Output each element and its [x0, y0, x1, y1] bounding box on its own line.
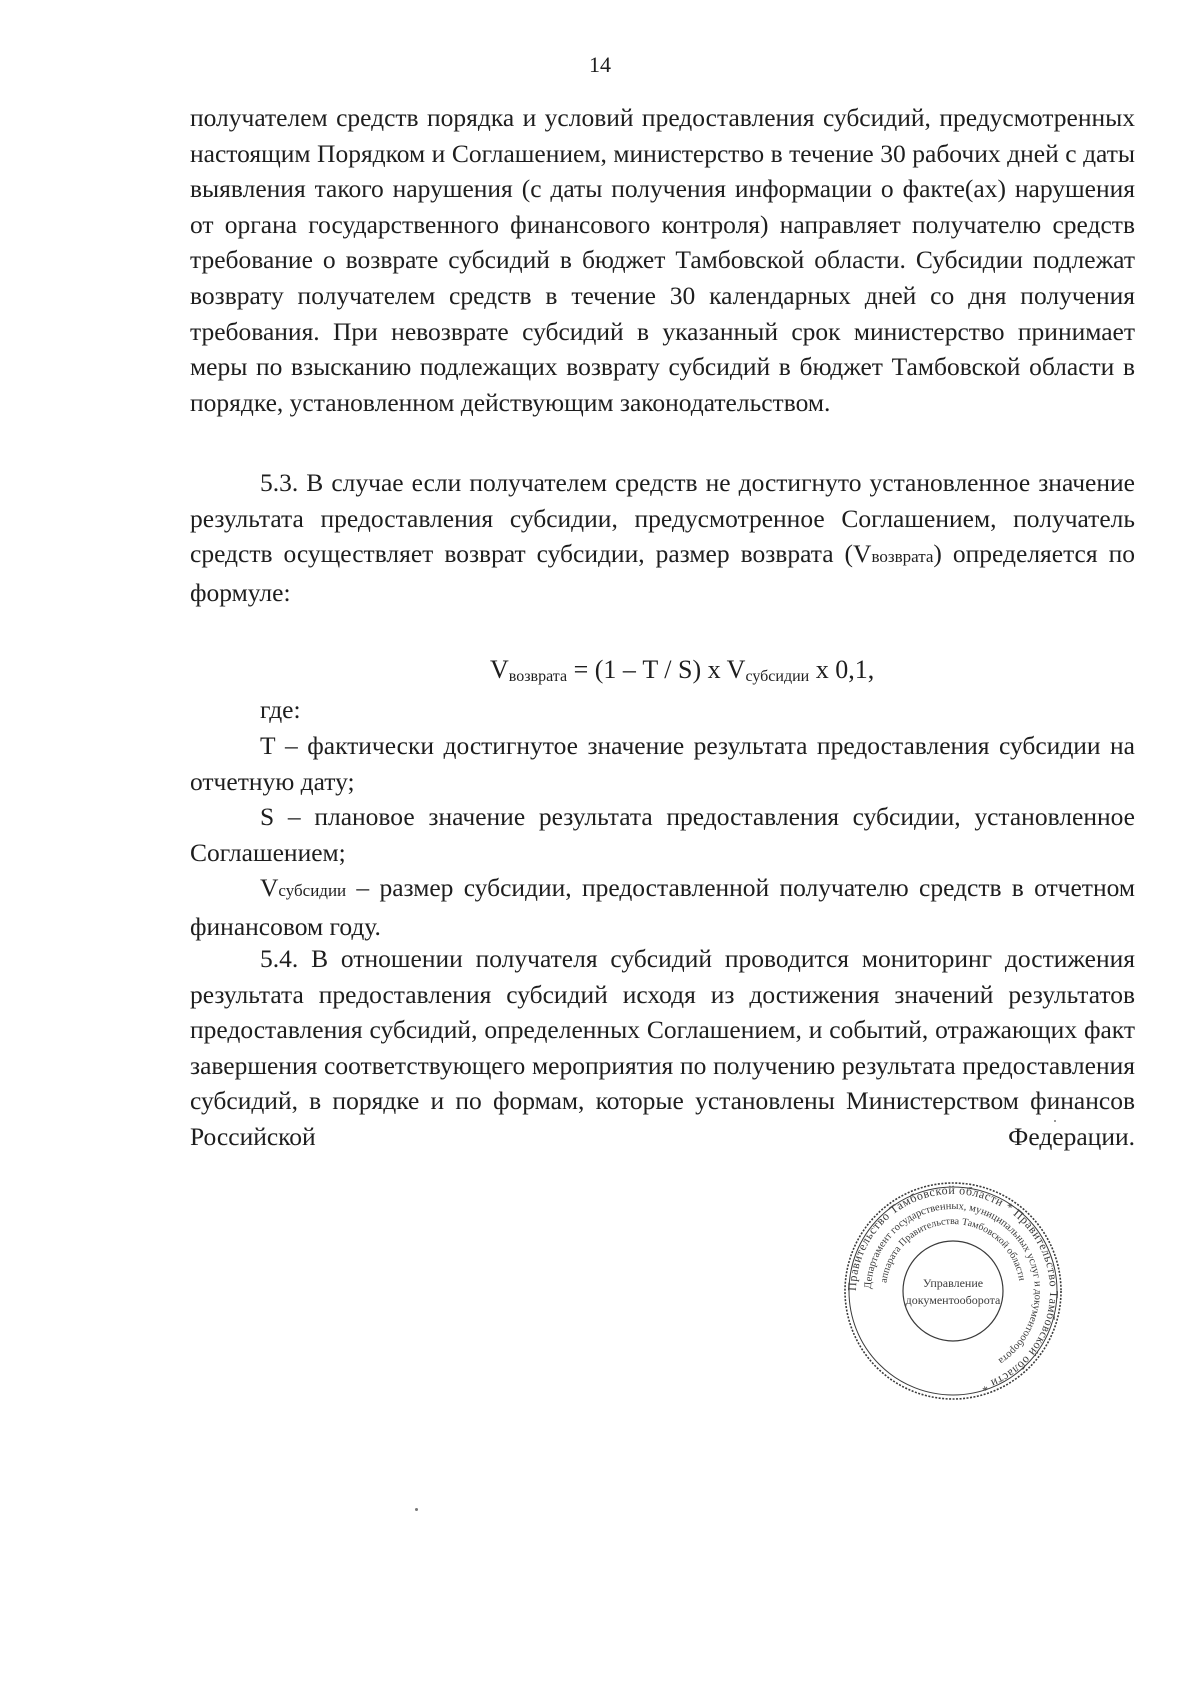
page-number: 14 [589, 52, 611, 77]
document-stamp [842, 1180, 1064, 1402]
stamp-inner-text: аппарата Правительства Тамбовской области [878, 1215, 1028, 1284]
paragraph-5-3-before: 5.3. В случае если получателем средств не достигнуто установленное значение результата предоставления субсидии, предусмотренное Соглашением, получатель средств осуществляет возврат субсидии, размер возврата (V [190, 468, 1135, 569]
definition-v-rest: – размер субсидии, предоставленной получателю средств в отчетном финансовом году. [190, 873, 1135, 941]
formula-vs-subscript: субсидии [745, 668, 810, 685]
definition-v-subscript: субсидии [278, 881, 347, 900]
formula [490, 655, 874, 686]
paragraph-5-3-subscript: возврата [871, 547, 934, 567]
stamp-middle-text: Департамент государственных, муниципальных услуг и документооборота [862, 1200, 1044, 1367]
stamp-inner-ring [903, 1241, 1003, 1341]
definition-v [190, 870, 1135, 944]
formula-v-subscript: возврата [508, 668, 568, 685]
paragraph-5-4: 5.4. В отношении получателя субсидий проводится мониторинг достижения результата предоставления субсидий исходя из достижения значений результатов предоставления субсидий, определенных Соглашением, и событий, отражающих факт завершения соответствующего мероприятия по получению результата предоставления субсидий, в порядке и по формам, которые установлены Министерством финансов Российской Федерации. [190, 944, 1135, 1151]
formula-v: V [490, 655, 509, 684]
scan-speck [1054, 1120, 1056, 1122]
stamp-outer-text: Правительство Тамбовской области * Правительство Тамбовской области * [844, 1182, 1062, 1395]
paragraph-5-3 [190, 465, 1135, 610]
definition-s: S – плановое значение результата предоставления субсидии, установленное Соглашением; [190, 802, 1135, 867]
definition-t: Т – фактически достигнутое значение результата предоставления субсидии на отчетную дату; [190, 731, 1135, 796]
paragraph-5-2-tail: получателем средств порядка и условий предоставления субсидий, предусмотренных настоящим Порядком и Соглашением, министерство в течение 30 рабочих дней с даты выявления такого нарушения (с даты получения информации о факте(ах) нарушения от органа государственного финансового контроля) направляет получателю средств требование о возврате субсидий в бюджет Тамбовской области. Субсидии подлежат возврату получателем средств в течение 30 календарных дней со дня получения требования. При невозврате субсидий в указанный срок министерство принимает меры по взысканию подлежащих возврату субсидий в бюджет Тамбовской области в порядке, установленном действующим законодательством. [190, 103, 1135, 417]
stamp-center-line2: документооборота [905, 1293, 1001, 1307]
definition-v-letter: V [260, 873, 279, 902]
stamp-center-line1: Управление [922, 1276, 984, 1290]
where-label: где: [260, 695, 301, 724]
scan-speck [415, 1508, 418, 1511]
formula-end: x 0,1, [809, 655, 875, 684]
formula-middle: = (1 – T / S) x V [567, 655, 746, 684]
paragraph-5-3-after: ) определяется по формуле: [190, 539, 1135, 607]
